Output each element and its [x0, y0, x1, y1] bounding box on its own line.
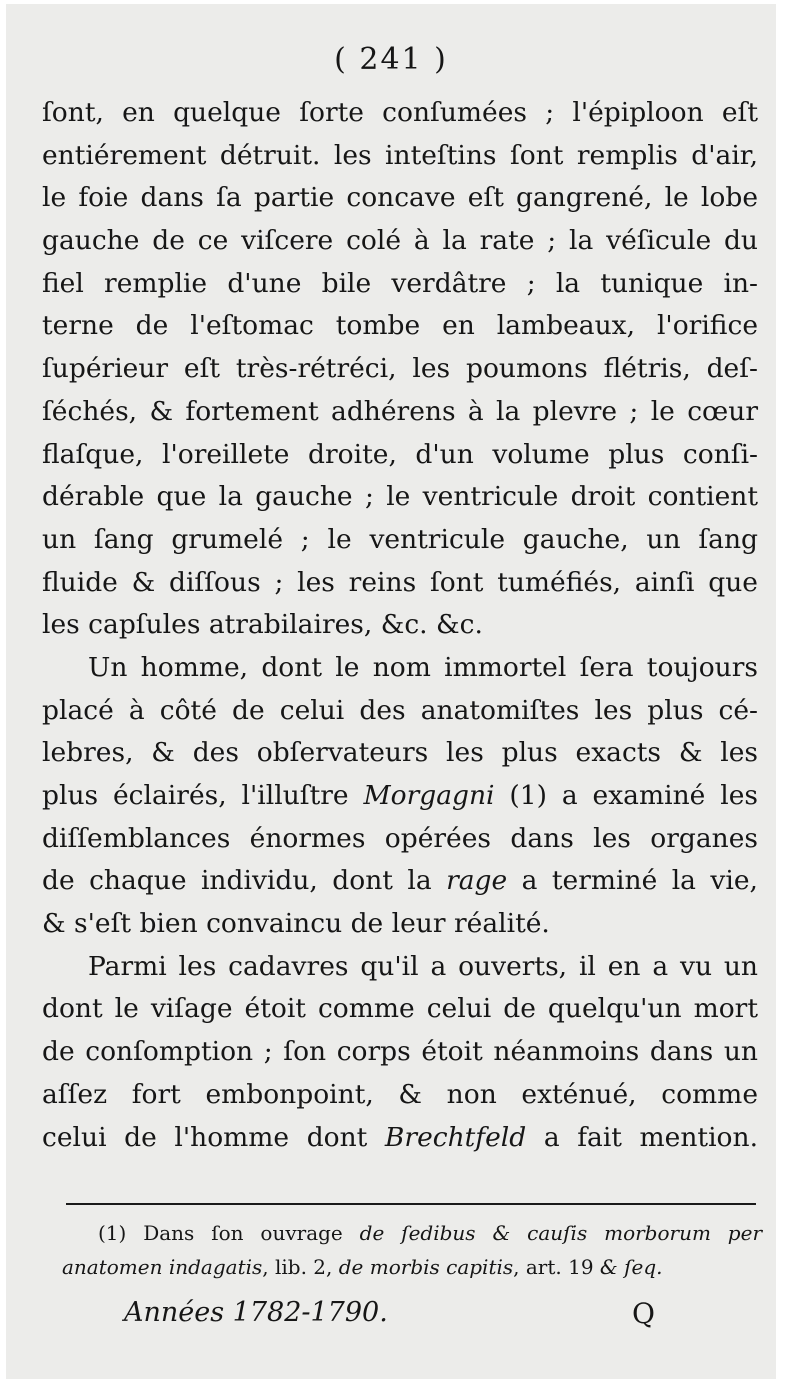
footnote-italic: de morbis capitis	[338, 1255, 514, 1279]
text-segment: a terminé la vie,	[507, 865, 758, 897]
footnote-divider	[66, 1203, 756, 1205]
text-line: Un homme, dont le nom immortel ſera toujours	[88, 651, 758, 683]
footnote-text: , lib. 2,	[262, 1255, 339, 1279]
text-line: fiel remplie d'une bile verdâtre ; la tunique in-	[42, 267, 758, 299]
text-line: Parmi les cadavres qu'il a ouverts, il en a vu un	[88, 950, 758, 982]
italic-name-brechtfeld: Brechtfeld	[384, 1121, 527, 1153]
paragraph-2	[42, 647, 758, 946]
text-line	[42, 1117, 758, 1160]
footnote	[62, 1216, 762, 1284]
text-line: les capſules atrabilaires, &c. &c.	[42, 609, 483, 641]
text-segment: (1) a examiné les	[494, 780, 758, 811]
footer-years: Années 1782-1790.	[124, 1297, 388, 1328]
text-line: gauche de ce viſcere colé à la rate ; la véſicule du	[42, 225, 758, 257]
text-line: placé à côté de celui des anatomiſtes les plus cé-	[42, 694, 758, 726]
footnote-italic: anatomen indagatis	[62, 1255, 263, 1279]
text-line: terne de l'eſtomac tombe en lambeaux, l'orifice	[42, 310, 758, 342]
text-line: entiérement détruit. les inteſtins ſont remplis d'air,	[42, 139, 758, 171]
text-line: un ſang grumelé ; le ventricule gauche, un ſang	[42, 523, 758, 555]
text-line: de conſomption ; ſon corps étoit néanmoins dans un	[42, 1036, 758, 1068]
footnote-line	[62, 1216, 762, 1250]
italic-word-rage: rage	[446, 865, 508, 897]
text-line	[42, 860, 758, 903]
text-line: & s'eſt bien convaincu de leur réalité.	[42, 908, 550, 940]
signature-mark: Q	[632, 1297, 655, 1330]
text-line: aſſez fort embonpoint, & non exténué, comme	[42, 1078, 758, 1110]
paragraph-1	[42, 92, 758, 647]
text-line: flaſque, l'oreillete droite, d'un volume plus conſi-	[42, 438, 758, 470]
page-number: ( 241 )	[334, 42, 448, 77]
italic-name-morgagni: Morgagni	[363, 780, 495, 811]
text-line: dont le viſage étoit comme celui de quelqu'un mort	[42, 993, 758, 1025]
footnote-italic: & ſeq.	[599, 1255, 663, 1279]
footnote-text: , art. 19	[513, 1255, 600, 1279]
text-segment: a fait mention.	[526, 1121, 758, 1153]
footnote-marker: (1) Dans ſon ouvrage	[98, 1221, 360, 1245]
text-line: ſupérieur eſt très-rétréci, les poumons flétris, deſ-	[42, 353, 758, 385]
footnote-line	[62, 1250, 762, 1284]
body-text	[42, 92, 758, 1159]
text-line: dérable que la gauche ; le ventricule droit contient	[42, 481, 758, 513]
text-line: fluide & diſſous ; les reins ſont tuméfiés, ainſi que	[42, 566, 758, 598]
text-segment: celui de l'homme dont	[42, 1121, 385, 1153]
text-line: le foie dans ſa partie concave eſt gangrené, le lobe	[42, 182, 758, 214]
text-segment: de chaque individu, dont la	[42, 865, 447, 897]
footnote-italic: de ſedibus & cauſis morborum per	[359, 1221, 763, 1245]
text-line: diſſemblances énormes opérées dans les organes	[42, 822, 758, 854]
paragraph-3	[42, 946, 758, 1159]
text-line: ſont, en quelque ſorte conſumées ; l'épiploon eſt	[42, 97, 758, 128]
text-segment: plus éclairés, l'illuſtre	[42, 780, 364, 811]
text-line: ſéchés, & fortement adhérens à la plevre ; le cœur	[42, 395, 758, 427]
text-line	[42, 775, 758, 818]
book-page	[6, 4, 776, 1379]
text-line: lebres, & des obſervateurs les plus exacts & les	[42, 737, 758, 769]
